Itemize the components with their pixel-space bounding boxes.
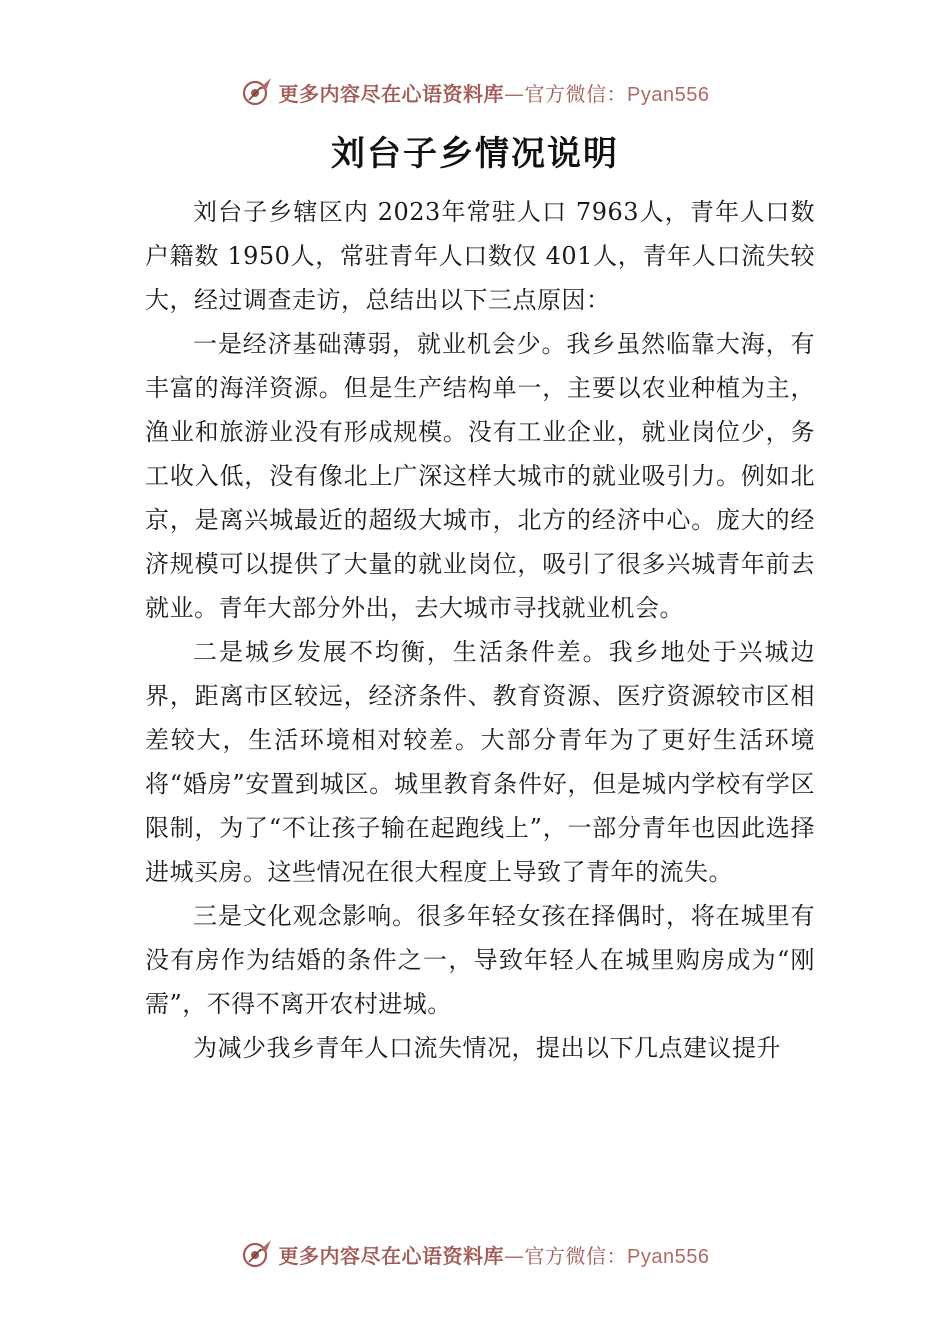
- watermark-text: [279, 1240, 710, 1269]
- watermark-main: 更多内容尽在心语资料库: [278, 81, 505, 106]
- document-title: 刘台子乡情况说明: [331, 134, 619, 174]
- watermark-main: 更多内容尽在心语资料库: [278, 1243, 505, 1268]
- paragraph-suggestions: 为减少我乡青年人口流失情况，提出以下几点建议提升: [193, 1034, 781, 1062]
- watermark-id: Pyan556: [627, 1245, 710, 1268]
- paragraph-reason-two: 二是城乡发展不均衡，生活条件差。我乡地处于兴城边界，距离市区较远，经济条件、教育资源、医疗资源较市区相差较大，生活环境相对较差。大部分青年为了更好生活环境将“婚房”安置到城区。城里教育条件好，但是城内学校有学区限制，为了“不让孩子输在起跑线上”，一部分青年也因此选择进城买房。这些情况在很大程度上导致了青年的流失。: [145, 638, 815, 886]
- watermark-id: Pyan556: [627, 83, 710, 106]
- paragraph-reason-one: 一是经济基础薄弱，就业机会少。我乡虽然临靠大海，有丰富的海洋资源。但是生产结构单一，主要以农业种植为主，渔业和旅游业没有形成规模。没有工业企业，就业岗位少，务工收入低，没有像北上广深这样大城市的就业吸引力。例如北京，是离兴城最近的超级大城市，北方的经济中心。庞大的经济规模可以提供了大量的就业岗位，吸引了很多兴城青年前去就业。青年大部分外出，去大城市寻找就业机会。: [145, 330, 815, 622]
- watermark-channel: 官方微信：: [524, 81, 628, 106]
- document-body: [145, 190, 815, 1070]
- watermark-separator: —: [504, 81, 525, 106]
- footer-watermark: [0, 1234, 950, 1274]
- paragraph-intro: 刘台子乡辖区内 2023年常驻人口 7963人，青年人口数户籍数 1950人，常驻青年人口数仅 401人，青年人口流失较大，经过调查走访，总结出以下三点原因：: [145, 198, 815, 314]
- watermark-channel: 官方微信：: [524, 1243, 628, 1268]
- header-watermark: [0, 72, 950, 112]
- watermark-text: [279, 78, 710, 107]
- quill-logo-icon: [241, 76, 273, 108]
- paragraph-reason-three: 三是文化观念影响。很多年轻女孩在择偶时，将在城里有没有房作为结婚的条件之一，导致年轻人在城里购房成为“刚需”，不得不离开农村进城。: [145, 902, 815, 1018]
- quill-logo-icon: [241, 1238, 273, 1270]
- watermark-separator: —: [504, 1243, 525, 1268]
